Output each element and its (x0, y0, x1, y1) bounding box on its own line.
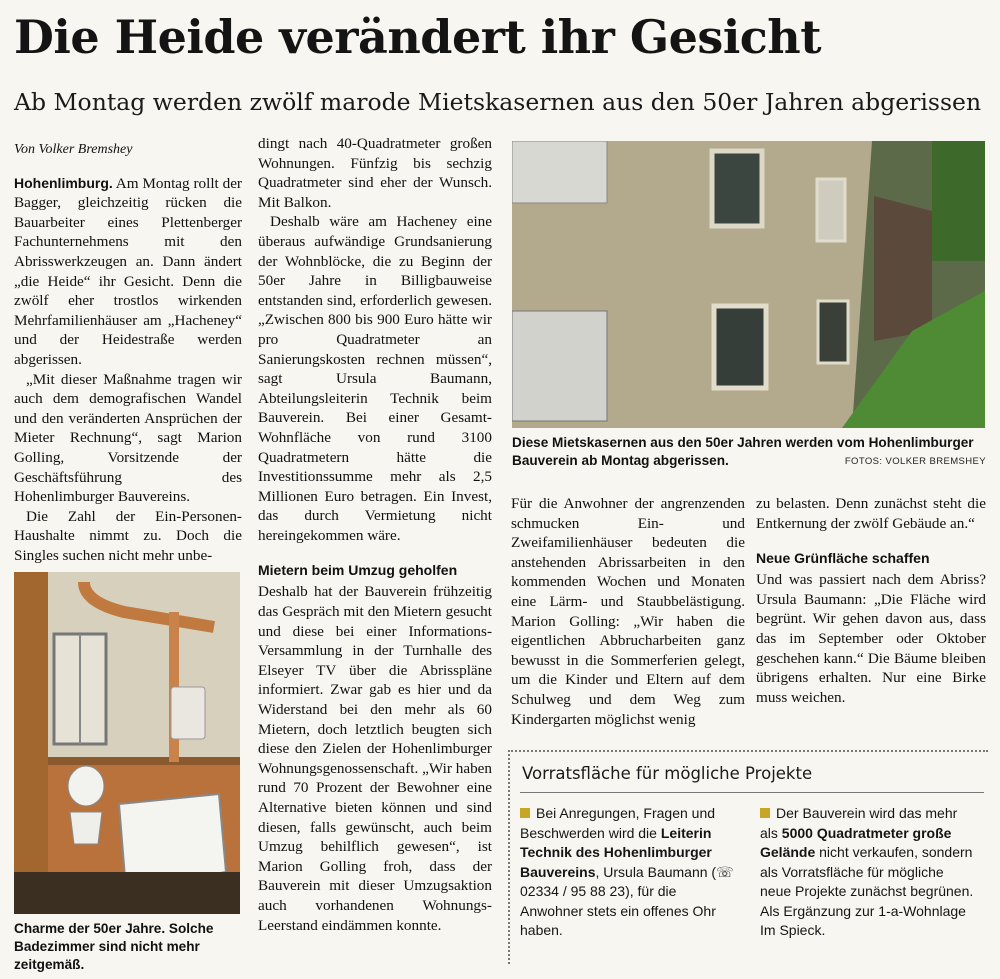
building-illustration (512, 141, 985, 428)
bathroom-photo (14, 572, 240, 914)
paragraph (14, 174, 242, 370)
paragraph: zu belasten. Denn zunächst steht die Entkernung der zwölf Gebäude an.“ (756, 495, 986, 532)
info-text: nicht verkaufen, sondern als Vorratsfläche für mögliche neue Projekte zunächst begrünen. Als Ergänzung zur 1-a-Wohnlage Im Spieck. (760, 844, 974, 938)
info-box-divider (520, 792, 984, 793)
paragraph: dingt nach 40-Quadratmeter großen Wohnungen. Fünfzig bis sechzig Quadratmeter sind eher der Wunsch. Mit Balkon. (258, 135, 492, 211)
subheading-green-space: Neue Grünfläche schaffen (756, 550, 930, 567)
photo-credit: FOTOS: VOLKER BREMSHEY (844, 456, 986, 467)
headline: Die Heide verändert ihr Gesicht (14, 10, 821, 64)
byline: Von Volker Bremshey (14, 142, 133, 157)
paragraph: Deshalb hat der Bauverein frühzeitig das Gespräch mit den Mietern gesucht und diese bei einer Informations-Versammlung in der Turnhalle des Elseyer TV über die Abrisspläne informiert. Zwar gab es hier und da Widerstand bei den mehr als 60 Mietern, doch letztlich beugten sich diese den Zielen der Hohenlimburger Wohnungsgenossenschaft. „Wir haben rund 70 Prozent der Bewohner eine Alternative bieten können und sind diesen, falls gewünscht, auch beim Umzug behilflich gewesen“, ist Marion Golling froh, dass der Bauverein mit dieser Umzugsaktion auch vorhandenen Wohnungs-Leerstand eindämmen konnte. (258, 583, 492, 934)
bathroom-illustration (14, 572, 240, 914)
building-photo-caption: Diese Mietskasernen aus den 50er Jahren werden vom Hohenlimburger Bauverein ab Montag abgerissen. (512, 435, 974, 468)
bullet-square-icon (760, 808, 770, 818)
info-text: Der Bauverein wird das mehr als (760, 805, 958, 841)
apartment-building-photo (512, 141, 985, 428)
info-box (508, 750, 988, 964)
info-emphasis: 5000 Quadratmeter große Gelände (760, 824, 952, 860)
article-column-3 (511, 494, 745, 729)
paragraph: Für die Anwohner der angrenzenden schmucken Ein- und Zweifamilienhäuser bedeuten die anstehenden Abrissarbeiten in den kommenden Wochen und Monaten eine Lärm- und Staubbelästigung. Marion Golling: „Wir haben die eigentlichen Abbrucharbeiten ganz bewusst in die Sommerferien gelegt, um die Kinder und Eltern auf dem Schulweg und dem Weg zum Kindergarten möglichst wenig (511, 495, 745, 728)
paragraph: Die Zahl der Ein-Personen-Haushalte nimmt zu. Doch die Singles suchen nicht mehr unbe- (14, 507, 242, 564)
bathroom-photo-caption: Charme der 50er Jahre. Solche Badezimmer sind nicht mehr zeitgemäß. (14, 921, 214, 972)
info-emphasis: Leiterin Technik des Hohenlimburger Bauvereins (520, 824, 712, 880)
subheading-move-help: Mietern beim Umzug geholfen (258, 562, 458, 579)
paragraph: Deshalb wäre am Hacheney eine überaus aufwändige Grundsanierung der Wohnblöcke, die zu Beginn der 50er Jahre in Billigbauweise entstanden sind, erforderlich gewesen. „Zwischen 800 bis 900 Euro hätte wir pro Quadratmeter an Sanierungskosten rechnen müssen“, sagt Ursula Baumann, Abteilungsleiterin Technik beim Bauverein. Bei einer Gesamt-Wohnfläche von rund 3100 Quadratmetern hätte die Investitionssumme mehr als 2,5 Millionen Euro betragen. Ein Invest, das durch Vermietung nicht hereingekommen wäre. (258, 213, 492, 544)
info-box-title: Vorratsfläche für mögliche Projekte (522, 764, 813, 783)
info-item-land (760, 804, 978, 941)
bullet-square-icon (520, 808, 530, 818)
paragraph-text: Am Montag rollt der Bagger, gleichzeitig rücken die Bauarbeiter eines Plettenberger Fachunternehmens mit den Abrisswerkzeugen an. Dann ändert „die Heide“ ihr Gesicht. Denn die zwölf eher trostlos wirkenden Mehrfamilienhäuser am „Hacheney“ und der Heidestraße werden abgerissen. (14, 174, 242, 368)
article-column-2 (258, 134, 492, 935)
info-item-contact (520, 804, 740, 941)
dateline: Hohenlimburg. (14, 174, 113, 191)
info-text: Bei Anregungen, Fragen und Beschwerden wird die (520, 805, 716, 841)
paragraph: „Mit dieser Maßnahme tragen wir auch dem demografischen Wandel und den veränderten Ansprüchen der Mieter Rechnung“, sagt Marion Golling, Vorsitzende der Geschäftsführung des Hohenlimburger Bauvereins. (14, 370, 242, 506)
subheadline: Ab Montag werden zwölf marode Mietskasernen aus den 50er Jahren abgerissen (14, 88, 982, 116)
article-column-1 (14, 140, 242, 565)
article-column-4 (756, 494, 986, 707)
info-text: , Ursula Baumann (☏ 02334 / 95 88 23), für die Anwohner stets ein offenes Ohr haben. (520, 863, 734, 938)
paragraph: Und was passiert nach dem Abriss? Ursula Baumann: „Die Fläche wird begrünt. Wir gehen davon aus, dass das im September oder Oktober geschehen kann.“ Die Bäume bleiben übrigens erhalten. Nur eine Birke muss weichen. (756, 571, 986, 706)
